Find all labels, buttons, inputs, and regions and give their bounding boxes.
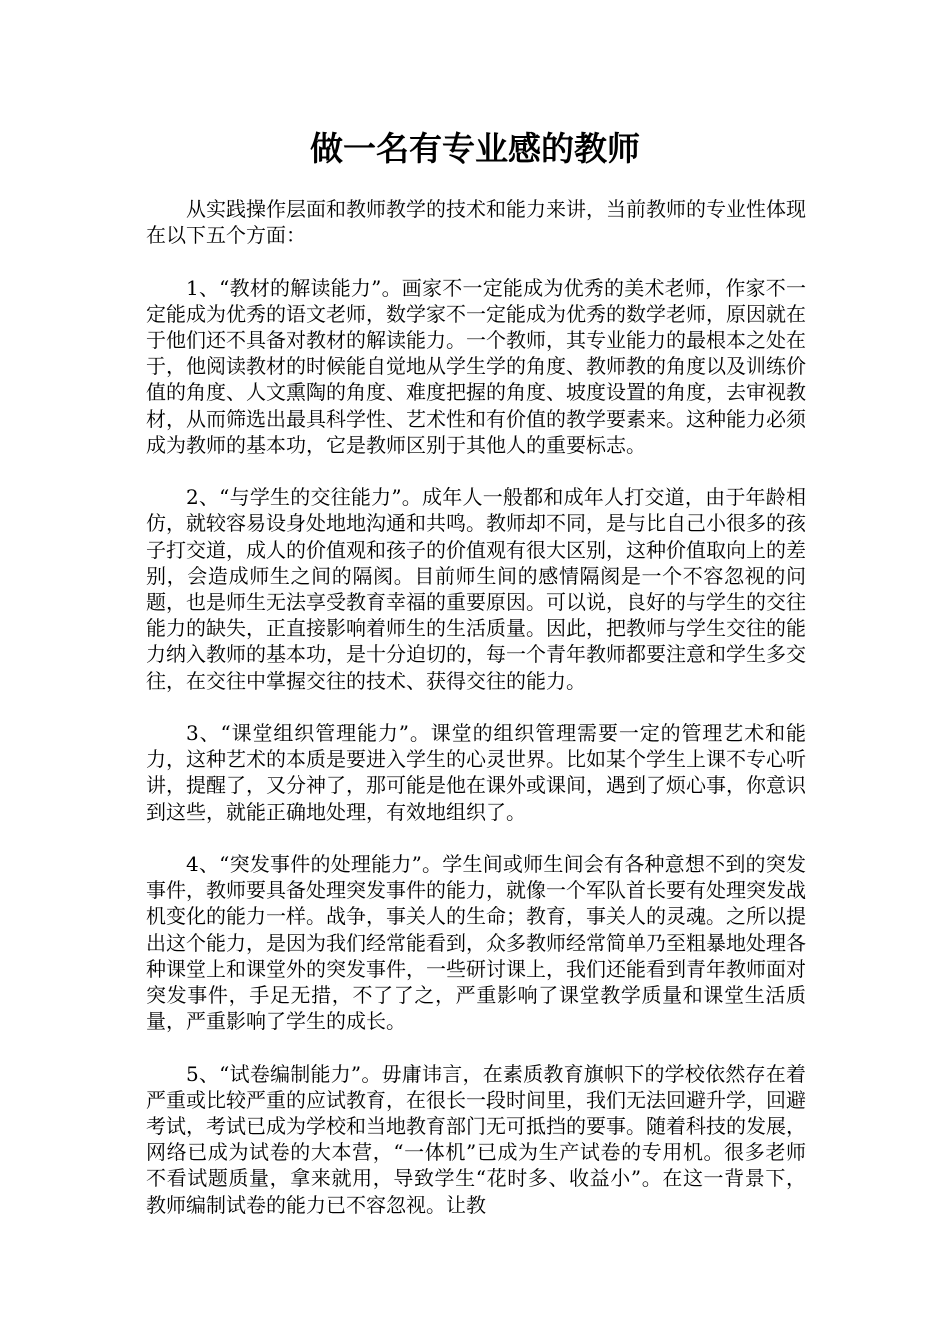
paragraph-intro: 从实践操作层面和教师教学的技术和能力来讲，当前教师的专业性体现在以下五个方面： <box>146 197 806 248</box>
paragraph-student-communication: 2、“与学生的交往能力”。成年人一般都和成年人打交道，由于年龄相仿，就较容易设身处地地沟通和共鸣。教师却不同，是与比自己小很多的孩子打交道，成人的价值观和孩子的价值观有很大区别，这种价值取向上的差别，会造成师生之间的隔阂。目前师生间的感情隔阂是一个不容忽视的问题，也是师生无法享受教育幸福的重要原因。可以说，良好的与学生的交往能力的缺失，正直接影响着师生的生活质量。因此，把教师与学生交往的能力纳入教师的基本功，是十分迫切的，每一个青年教师都要注意和学生多交往，在交往中掌握交往的技术、获得交往的能力。 <box>146 485 806 693</box>
paragraph-textbook-interpretation: 1、“教材的解读能力”。画家不一定能成为优秀的美术老师，作家不一定能成为优秀的语文老师，数学家不一定能成为优秀的数学老师，原因就在于他们还不具备对教材的解读能力。一个教师，其专业能力的最根本之处在于，他阅读教材的时候能自觉地从学生学的角度、教师教的角度以及训练价值的角度、人文熏陶的角度、难度把握的角度、坡度设置的角度，去审视教材，从而筛选出最具科学性、艺术性和有价值的教学要素来。这种能力必须成为教师的基本功，它是教师区别于其他人的重要标志。 <box>146 275 806 457</box>
paragraph-exam-preparation: 5、“试卷编制能力”。毋庸讳言，在素质教育旗帜下的学校依然存在着严重或比较严重的应试教育，在很长一段时间里，我们无法回避升学，回避考试，考试已成为学校和当地教育部门无可抵挡的要事。随着科技的发展，网络已成为试卷的大本营，“一体机”已成为生产试卷的专用机。很多老师不看试题质量，拿来就用，导致学生“花时多、收益小”。在这一背景下，教师编制试卷的能力已不容忽视。让教 <box>146 1061 806 1217</box>
paragraph-emergency-handling: 4、“突发事件的处理能力”。学生间或师生间会有各种意想不到的突发事件，教师要具备处理突发事件的能力，就像一个军队首长要有处理突发战机变化的能力一样。战争，事关人的生命；教育，事关人的灵魂。之所以提出这个能力，是因为我们经常能看到，众多教师经常简单乃至粗暴地处理各种课堂上和课堂外的突发事件，一些研讨课上，我们还能看到青年教师面对突发事件，手足无措，不了了之，严重影响了课堂教学质量和课堂生活质量，严重影响了学生的成长。 <box>146 852 806 1034</box>
paragraph-classroom-management: 3、“课堂组织管理能力”。课堂的组织管理需要一定的管理艺术和能力，这种艺术的本质是要进入学生的心灵世界。比如某个学生上课不专心听讲，提醒了，又分神了，那可能是他在课外或课间，遇到了烦心事，你意识到这些，就能正确地处理，有效地组织了。 <box>146 721 806 824</box>
document-title: 做一名有专业感的教师 <box>310 129 640 168</box>
document-body <box>146 196 806 1244</box>
